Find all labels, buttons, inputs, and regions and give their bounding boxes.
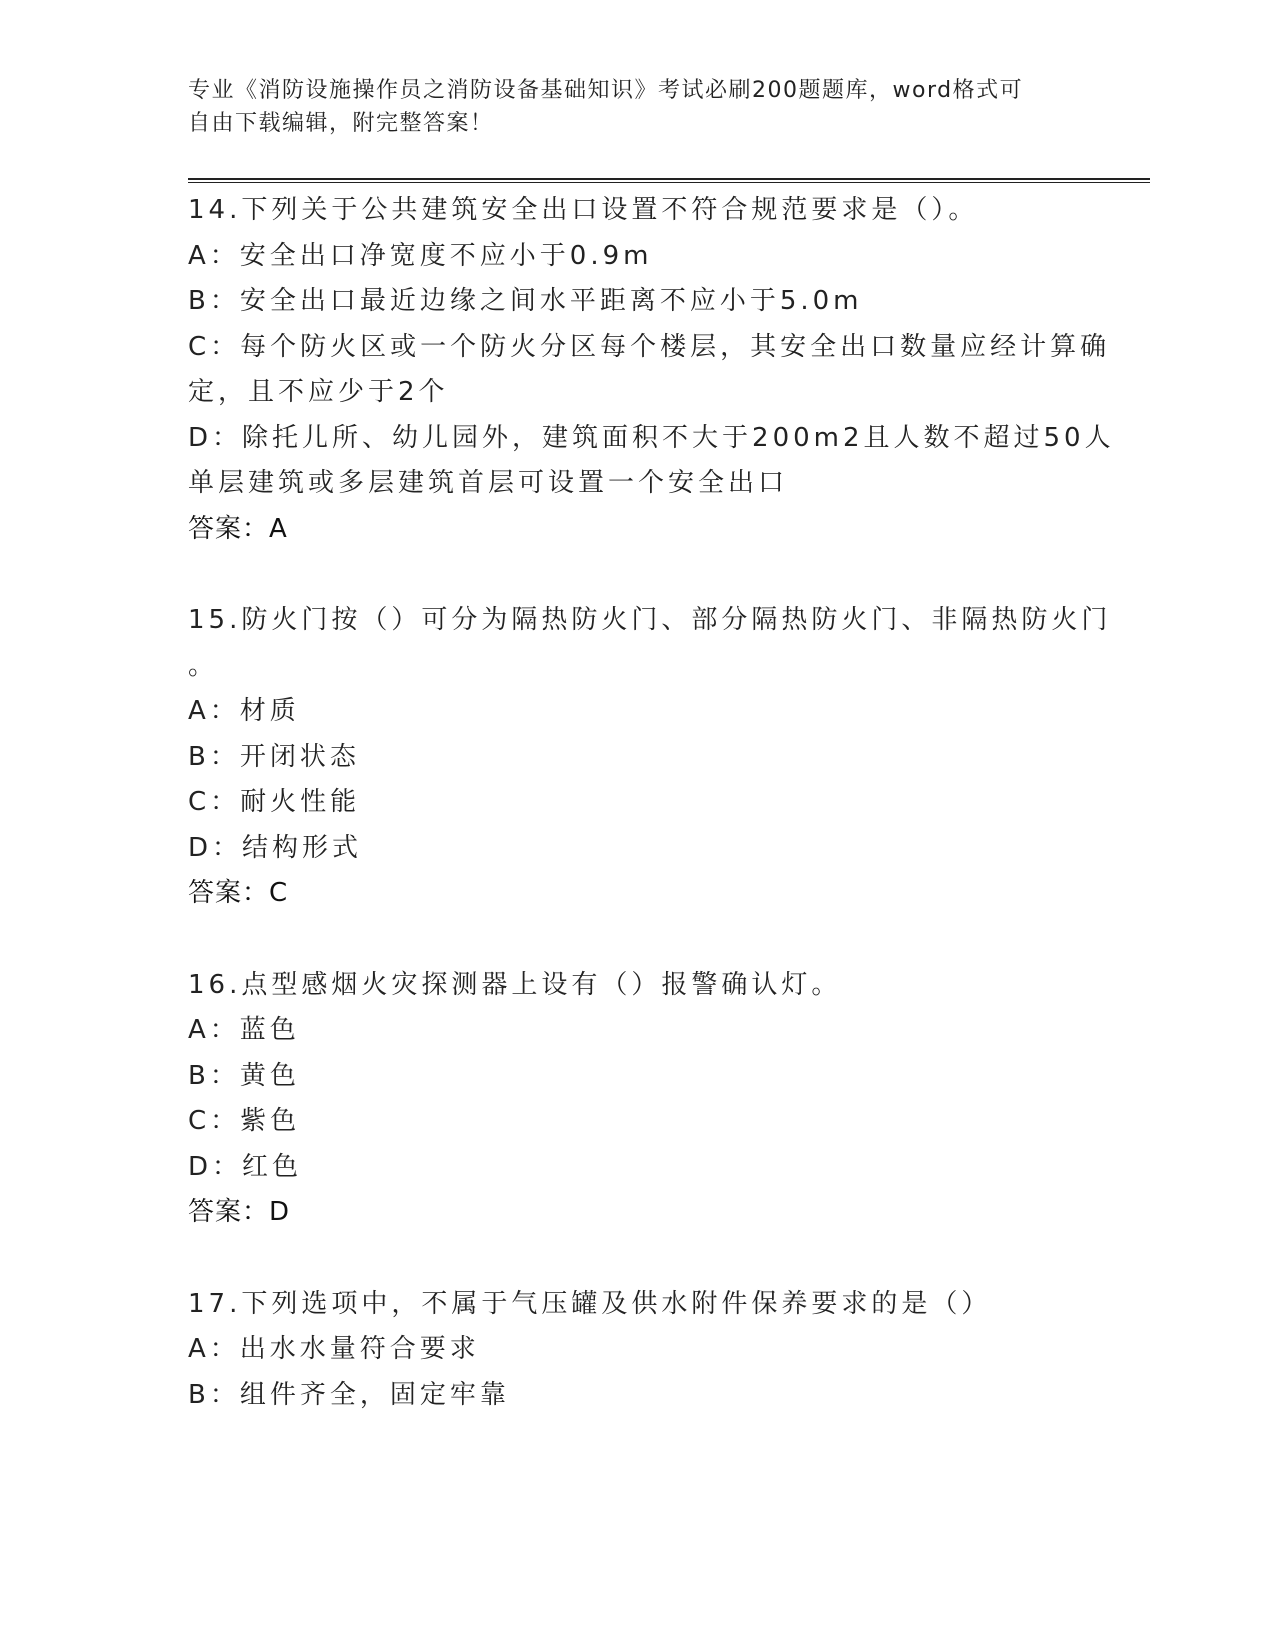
option-c-continued: 定，且不应少于2个 — [188, 377, 449, 407]
question-14 — [188, 188, 1115, 552]
question-stem: 14.下列关于公共建筑安全出口设置不符合规范要求是（）。 — [188, 195, 979, 225]
option-c: C：每个防火区或一个防火分区每个楼层，其安全出口数量应经计算确 — [188, 331, 1111, 362]
question-stem-continued: 。 — [188, 650, 219, 681]
option-b: B：组件齐全，固定牢靠 — [188, 1379, 510, 1410]
option-c: C：耐火性能 — [188, 787, 361, 817]
question-stem: 17.下列选项中，不属于气压罐及供水附件保养要求的是（） — [188, 1288, 992, 1319]
answer: 答案：A — [188, 513, 288, 544]
document-header — [188, 74, 1068, 140]
header-line-1: 专业《消防设施操作员之消防设备基础知识》考试必刷200题题库，word格式可 — [188, 78, 1024, 103]
option-a: A：材质 — [188, 696, 300, 726]
option-d: D：结构形式 — [188, 832, 363, 863]
option-a: A：出水水量符合要求 — [188, 1334, 480, 1364]
option-d: D：除托儿所、幼儿园外，建筑面积不大于200m2且人数不超过50人 — [188, 422, 1115, 453]
question-list — [188, 188, 1115, 1464]
option-c: C：紫色 — [188, 1106, 301, 1136]
answer: 答案：D — [188, 1197, 291, 1227]
question-stem: 16.点型感烟火灾探测器上设有（）报警确认灯。 — [188, 969, 842, 1000]
option-a: A：安全出口净宽度不应小于0.9m — [188, 240, 653, 271]
option-b: B：安全出口最近边缘之间水平距离不应小于5.0m — [188, 286, 863, 316]
question-16 — [188, 963, 1068, 1236]
option-d-continued: 单层建筑或多层建筑首层可设置一个安全出口 — [188, 468, 789, 498]
option-a: A：蓝色 — [188, 1015, 300, 1045]
answer: 答案：C — [188, 878, 289, 908]
option-d: D：红色 — [188, 1151, 303, 1182]
option-b: B：黄色 — [188, 1060, 300, 1091]
header-divider — [188, 178, 1150, 183]
question-15 — [188, 598, 1112, 917]
option-b: B：开闭状态 — [188, 741, 360, 772]
question-stem: 15.防火门按（）可分为隔热防火门、部分隔热防火门、非隔热防火门 — [188, 605, 1112, 635]
question-17 — [188, 1282, 1068, 1419]
header-line-2: 自由下载编辑，附完整答案！ — [188, 111, 494, 136]
